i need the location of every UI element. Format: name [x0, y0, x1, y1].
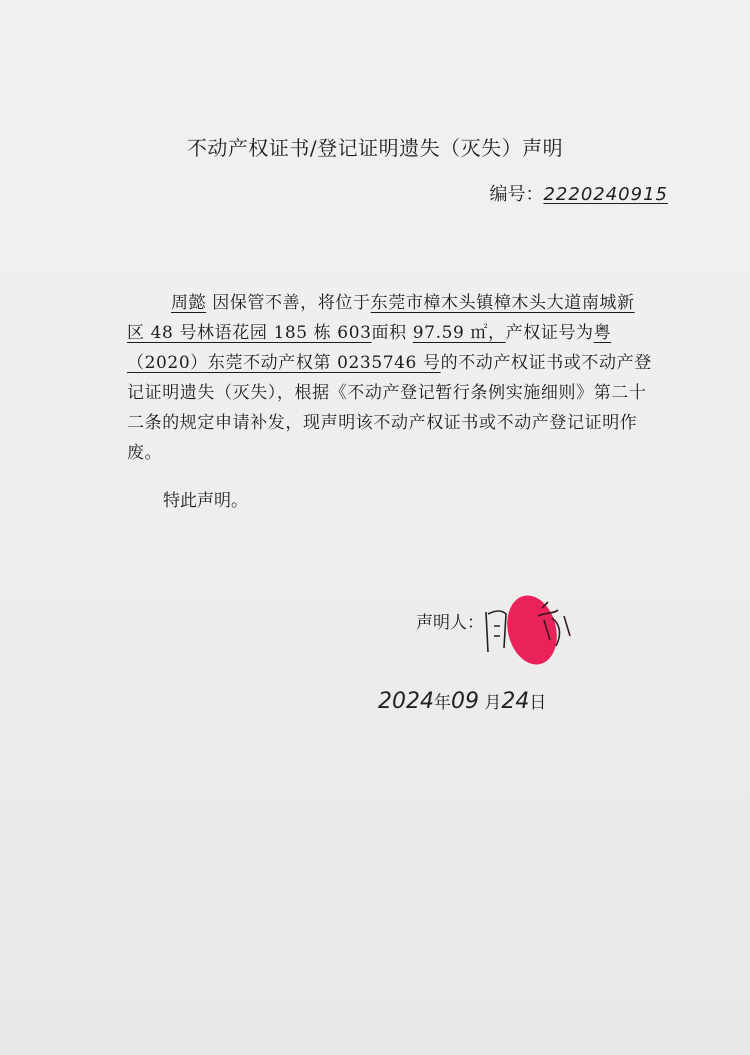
owner-name: 周懿: [171, 293, 207, 313]
property-area: 97.59 ㎡，: [412, 323, 506, 343]
date-year: 2024: [378, 689, 434, 714]
property-location: 东莞市樟木头镇樟木头大道南城新区 48 号林语花园 185 栋 603: [127, 293, 635, 343]
date-day: 24: [501, 689, 530, 714]
date-month-unit: 月: [484, 693, 502, 713]
body-text-1: 因保管不善，将位于: [212, 293, 371, 313]
body-text-4: 的不动产权证书或不动产登记证明遗失（灭失），根据《不动产登记暂行条例实施细则》第二十二条的规定申请补发，现声明该不动产权证书或不动产登记证明作废。: [127, 353, 652, 463]
date-day-unit: 日: [529, 693, 547, 713]
declaration-body: [127, 288, 652, 468]
closing-statement: 特此声明。: [163, 491, 248, 511]
certificate-number: 粤（2020）东莞不动产权第 0235746 号: [127, 323, 612, 373]
document-number: [489, 180, 668, 206]
document-title: 不动产权证书/登记证明遗失（灭失）声明: [186, 136, 564, 160]
date-month: 09: [451, 689, 479, 714]
declaration-paragraph: [127, 288, 652, 468]
number-label: 编号：: [489, 184, 544, 205]
body-text-2: 面积: [371, 323, 407, 343]
number-value: 2220240915: [543, 184, 668, 205]
body-text-3: 产权证号为: [505, 323, 594, 343]
signature-with-fingerprint: [480, 590, 580, 670]
handwritten-signature: [486, 611, 506, 652]
date-year-unit: 年: [434, 693, 451, 713]
red-fingerprint: [500, 590, 564, 670]
signing-date: [378, 688, 546, 714]
declarant-label: 声明人：: [416, 613, 484, 633]
